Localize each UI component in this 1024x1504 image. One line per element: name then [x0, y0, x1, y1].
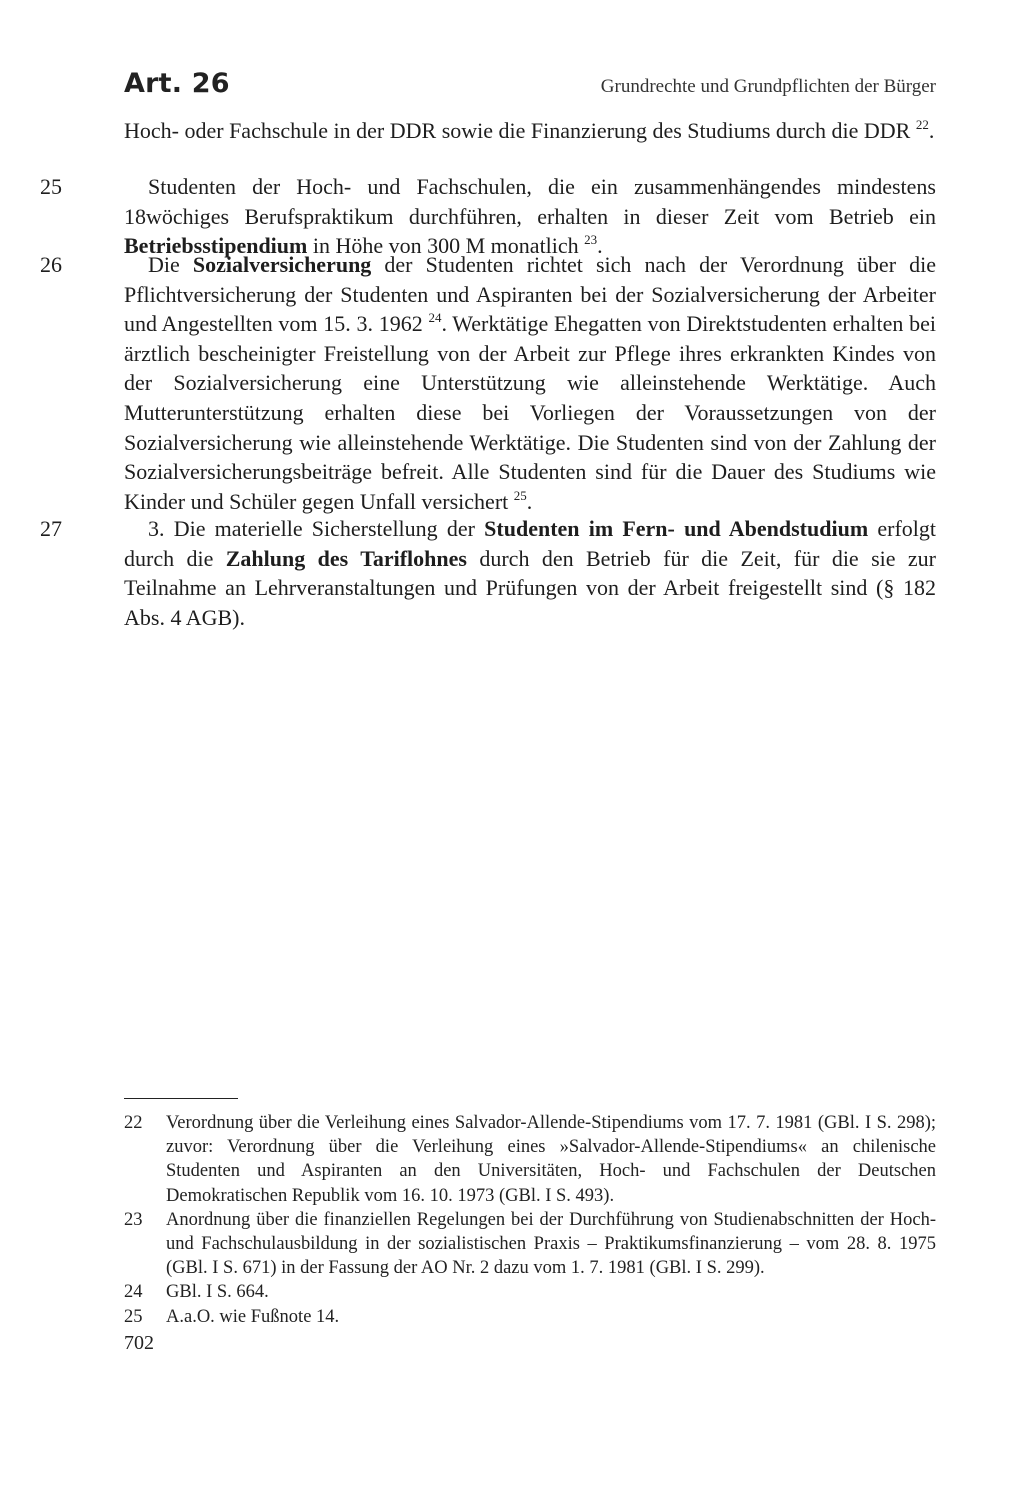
text-run: erfolgt durch die	[124, 516, 936, 571]
margin-number: 26	[40, 252, 62, 277]
text-run: 3. Die materielle Sicherstellung der	[148, 516, 485, 541]
emphasis-term: Betriebsstipendium	[124, 233, 308, 259]
footnote-number: 25	[124, 1306, 143, 1327]
paragraph-text	[124, 250, 936, 516]
footnote-number: 24	[124, 1282, 143, 1303]
footnote-25	[124, 1305, 936, 1329]
text-run: .	[597, 233, 603, 259]
text-run: .	[526, 488, 533, 514]
text-run: Hoch- oder Fachschule in der DDR sowie die Finanzierung des Studiums durch die DDR	[124, 118, 911, 143]
emphasis-term: Zahlung des Tariflohnes	[225, 545, 467, 571]
footnote-23	[124, 1208, 936, 1281]
footnote-number: 23	[124, 1209, 143, 1230]
emphasis-term: Sozialversicherung	[192, 252, 372, 277]
text-run: in Höhe von 300 M monatlich	[307, 233, 579, 259]
text-run: .	[928, 118, 935, 143]
text-run: Studenten der Hoch- und Fachschulen, die ein zusammenhängendes mindestens 18wöchiges Berufspraktikum durchführen, erhalten in dieser Zeit vom Betrieb ein	[124, 174, 936, 229]
footnote-text: A.a.O. wie Fußnote 14.	[166, 1306, 340, 1327]
article-label: Art. 26	[124, 68, 230, 99]
emphasis-term: Studenten im Fern- und Abendstudium	[484, 516, 869, 541]
paragraph-text	[124, 116, 936, 146]
footnote-ref[interactable]: 25	[513, 487, 527, 503]
margin-number: 27	[40, 516, 62, 541]
paragraph-text	[124, 514, 936, 632]
paragraph-27	[124, 514, 936, 632]
paragraph-25	[124, 172, 936, 261]
footnote-22	[124, 1111, 936, 1208]
footnotes	[124, 1111, 936, 1329]
running-header-title: Grundrechte und Grundpflichten der Bürger	[600, 76, 936, 97]
footnote-ref[interactable]: 23	[584, 232, 598, 248]
footnote-text: GBl. I S. 664.	[166, 1282, 269, 1303]
footnote-ref[interactable]: 22	[915, 117, 929, 132]
footnote-number: 22	[124, 1113, 143, 1133]
text-run: Die	[148, 252, 193, 277]
footnote-24	[124, 1280, 936, 1304]
text-run: . Werktätige Ehegatten von Direktstudenten erhalten bei ärztlich bescheinigter Freistellung von der Arbeit zur Pflege ihres erkrankten Kindes von der Sozialversicherung eine Unterstützung wie alleinstehende Werktätige. Auch Mutterunterstützung erhalten diese bei Vorliegen der Voraussetzungen von der Sozialversicherung wie alleinstehende Werktätige. Die Studenten sind von der Zahlung der Sozialversicherungsbeiträge befreit. Alle Studenten sind für die Dauer des Studiums wie Kinder und Schüler gegen Unfall versichert	[124, 311, 937, 514]
footnote-text: Verordnung über die Verleihung eines Salvador-Allende-Stipendiums vom 17. 7. 1981 (GBl. I S. 298); zuvor: Verordnung über die Verleihung eines »Salvador-Allende-Stipendiums« an chilenische Studenten und Aspiranten an den Universitäten, Hoch- und Fachschulen der Deutschen Demokratischen Republik vom 16. 10. 1973 (GBl. I S. 493).	[166, 1113, 936, 1206]
footnote-ref[interactable]: 24	[428, 310, 442, 326]
footnote-divider	[124, 1098, 238, 1099]
paragraph-text	[124, 172, 936, 261]
footnote-text: Anordnung über die finanziellen Regelungen bei der Durchführung von Studienabschnitten der Hoch- und Fachschulausbildung in der sozialistischen Praxis – Praktikumsfinanzierung – vom 28. 8. 1975 (GBl. I S. 671) in der Fassung der AO Nr. 2 dazu vom 1. 7. 1981 (GBl. I S. 299).	[166, 1209, 936, 1279]
page-number: 702	[124, 1332, 154, 1354]
margin-number: 25	[40, 174, 62, 199]
paragraph-26	[124, 250, 936, 516]
text-run: durch den Betrieb für die Zeit, für die sie zur Teilnahme an Lehrveranstaltungen und Prüfungen von der Arbeit freigestellt sind (§ 182 Abs. 4 AGB).	[124, 545, 936, 630]
text-run: der Studenten richtet sich nach der Verordnung über die Pflichtversicherung der Studenten und Aspiranten bei der Sozialversicherung der Arbeiter und Angestellten vom 15. 3. 1962	[124, 252, 936, 337]
paragraph-continuation	[124, 116, 936, 146]
